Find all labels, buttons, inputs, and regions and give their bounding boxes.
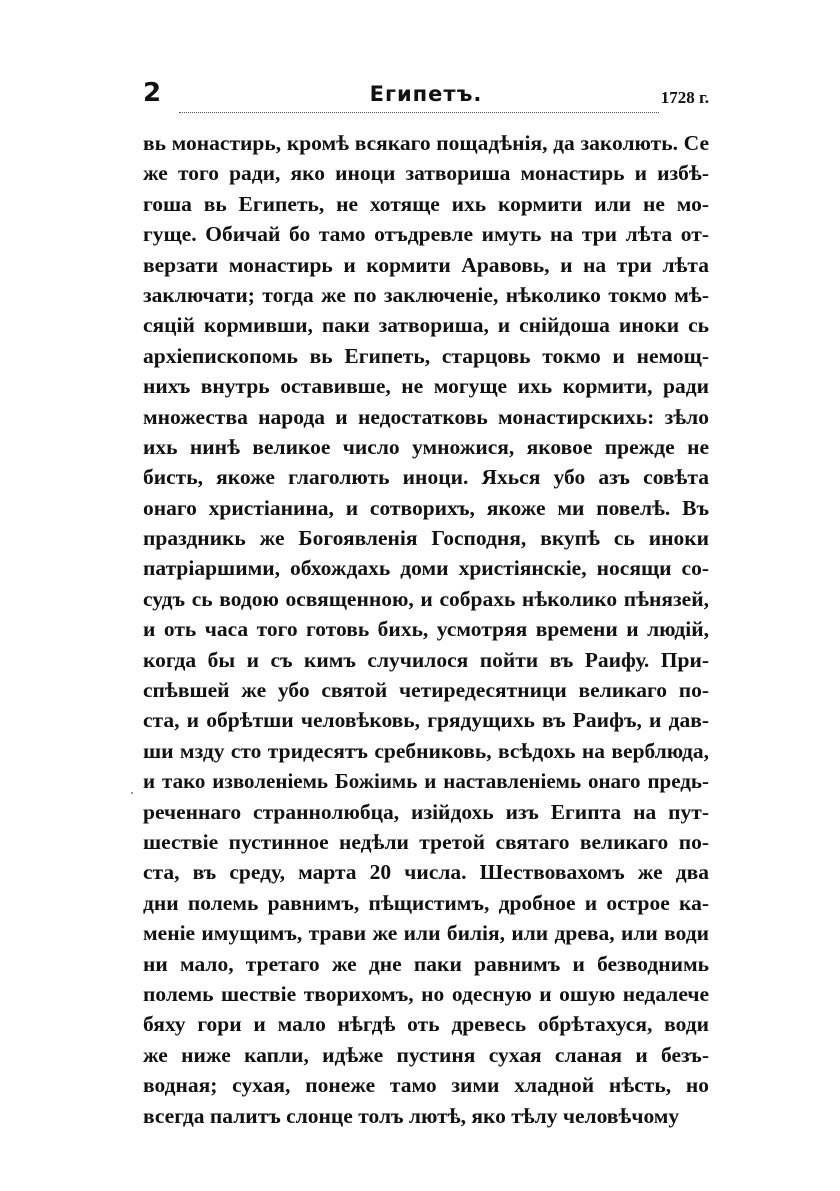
text-line: реченнаго страннолюбца, изійдохь изъ Египта на пут- <box>143 799 709 824</box>
text-line: верзати монастирь и кормити Аравовь, и на три лѣта <box>143 252 709 277</box>
text-line: ихь нинѣ великое число умножися, яковое прежде не <box>143 434 709 459</box>
text-line: ста, въ среду, марта 20 числа. Шествовахомъ же два <box>143 860 709 885</box>
text-line: шествіе пустинное недѣли третой святаго великаго по- <box>143 829 709 854</box>
text-line: гуще. Обичай бо тамо отъдревле имуть на три лѣта от- <box>143 222 709 247</box>
text-line: архіепископомь вь Египеть, старцовь токмо и немощ- <box>143 343 709 368</box>
text-line: же того ради, яко иноци затвориша монастирь и избѣ- <box>143 161 709 186</box>
text-line: патріаршими, обхождахь доми христіянскіе, носящи со- <box>143 556 709 581</box>
text-line: спѣвшей же убо святой четиредесятници великаго по- <box>143 678 709 703</box>
text-line: дни полемь равнимъ, пѣщистимъ, дробное и острое ка- <box>143 890 709 915</box>
year-label: 1728 г. <box>660 88 709 107</box>
text-line: бяху гори и мало нѣгдѣ оть древесь обрѣтахуся, води <box>143 1012 709 1037</box>
text-line: нихъ внутрь оставивше, не могуще ихь кормити, ради <box>143 374 709 399</box>
header-rule <box>179 112 659 113</box>
text-line: и оть часа того готовь бихь, усмотряя времени и людій, <box>143 617 709 642</box>
margin-mark <box>131 792 133 794</box>
text-line: бисть, якоже глаголють иноци. Яхься убо азъ совѣта <box>143 465 709 490</box>
text-line: меніе имущимъ, трави же или билія, или древа, или води <box>143 921 709 946</box>
text-line: водная; сухая, понеже тамо зими хладной нѣсть, но <box>143 1073 709 1098</box>
running-title: Египетъ. <box>369 82 483 106</box>
text-line: заключати; тогда же по заключеніе, нѣколико токмо мѣ- <box>143 282 709 307</box>
text-line: онаго христіанина, и сотворихъ, якоже ми повелѣ. Въ <box>143 495 709 520</box>
text-line: и тако изволеніемь Божіимь и наставленіемь онаго предь- <box>143 769 709 794</box>
text-line: судъ сь водою освященною, и собрахь нѣколико пѣнязей, <box>143 586 709 611</box>
text-line: ста, и обрѣтши человѣковь, грядущихь въ Раифъ, и дав- <box>143 708 709 733</box>
text-line: праздникь же Богоявленія Господня, вкупѣ сь иноки <box>143 526 709 551</box>
text-line: ши мзду сто тридесятъ сребниковь, всѣдохь на верблюда, <box>143 738 709 763</box>
text-line: же ниже капли, идѣже пустиня сухая сланая и безъ- <box>143 1042 709 1067</box>
body-text <box>143 128 709 1131</box>
page-number: 2 <box>143 78 162 108</box>
text-line: множества народа и недостатковь монастирскихь: зѣло <box>143 404 709 429</box>
text-line: сяцій кормивши, паки затвориша, и снійдоша иноки сь <box>143 313 709 338</box>
text-line: ни мало, третаго же дне паки равнимъ и безводнимь <box>143 951 709 976</box>
text-line: вь монастирь, кромѣ всякаго пощадѣнія, да заколють. Се <box>143 131 709 155</box>
text-line: когда бы и съ кимъ случилося пойти въ Раифу. При- <box>143 647 709 672</box>
page-header <box>143 78 709 118</box>
text-line: всегда палитъ слонце толъ лютѣ, яко тѣлу человѣчому <box>143 1103 680 1128</box>
text-line: гоша вь Египеть, не хотяще ихь кормити или не мо- <box>143 191 709 216</box>
text-line: полемь шествіе творихомъ, но одесную и ошую недалече <box>143 981 709 1006</box>
